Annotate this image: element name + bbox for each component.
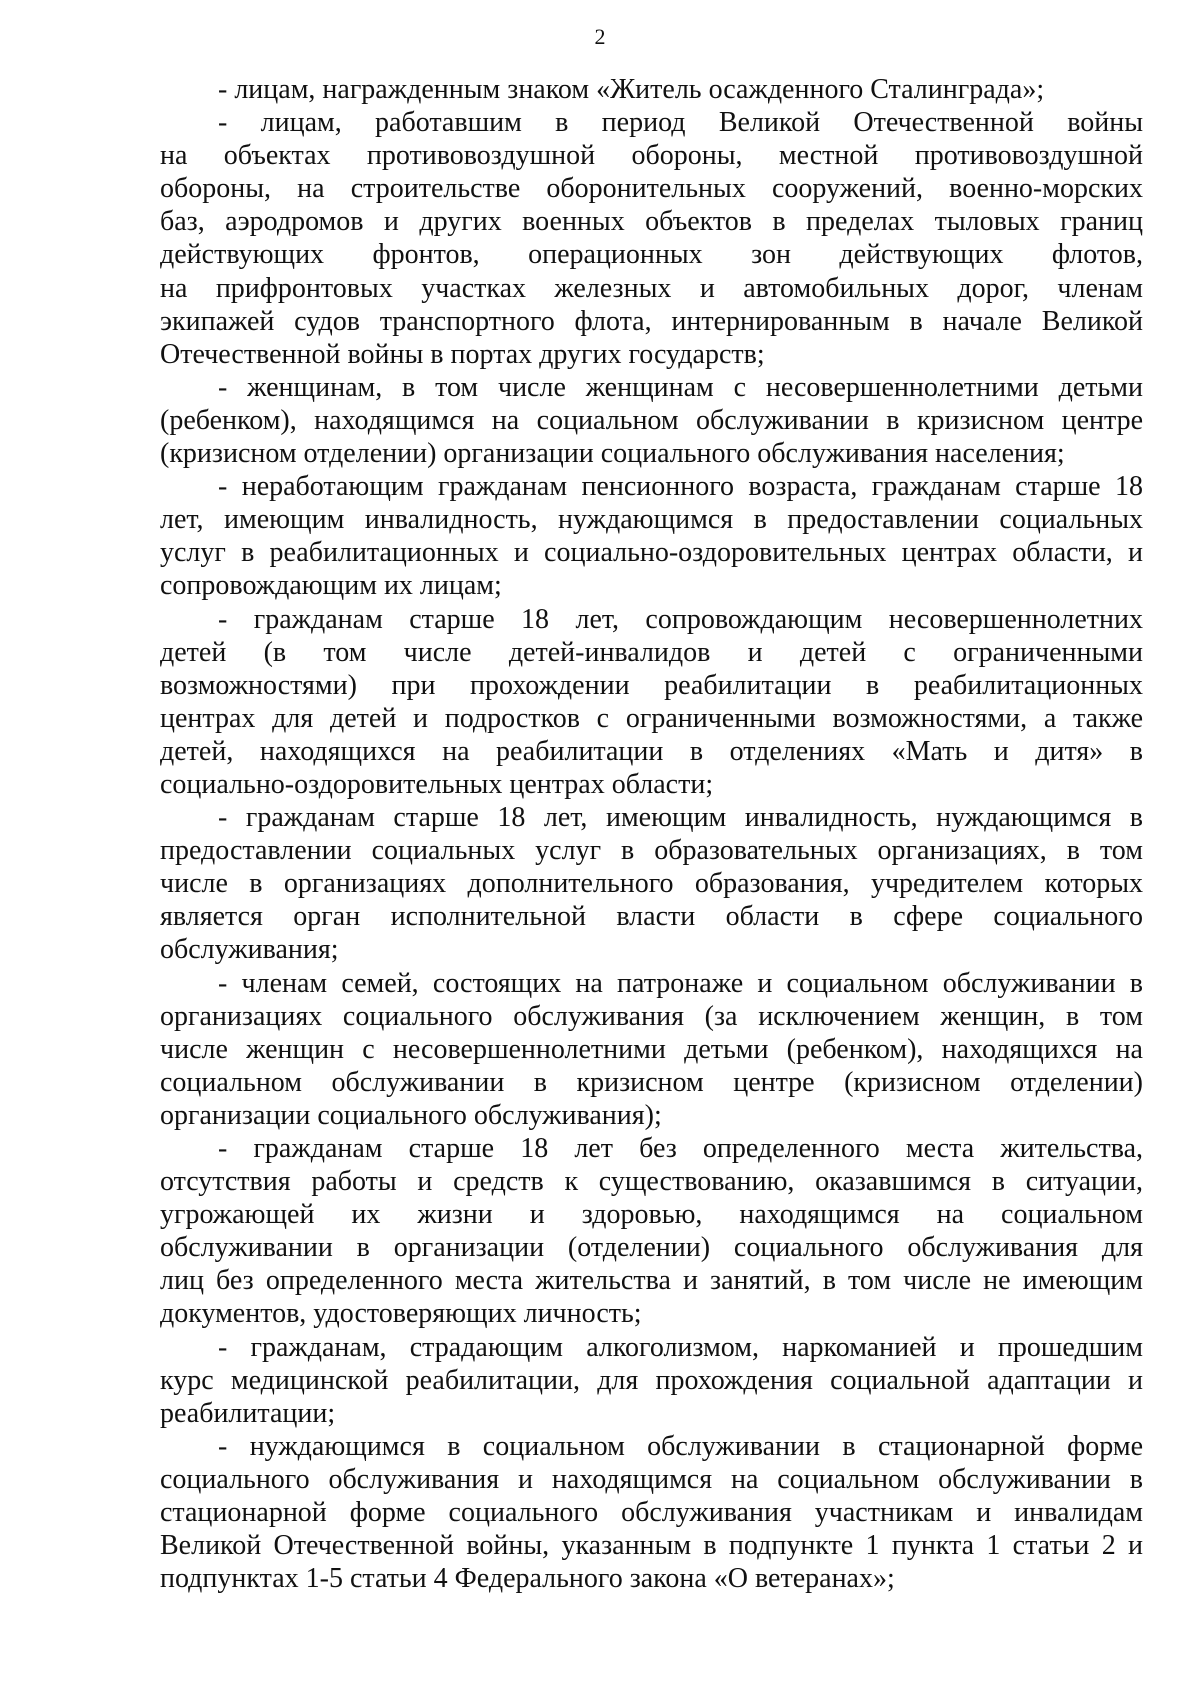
text-line: угрожающей их жизни и здоровью, находящимся на социальном [160, 1199, 1143, 1231]
paragraph [160, 1132, 1143, 1331]
text-line: (кризисном отделении) организации социального обслуживания населения; [160, 438, 1065, 470]
text-line: (ребенком), находящимся на социальном обслуживании в кризисном центре [160, 404, 1143, 436]
text-line: стационарной форме социального обслуживания участникам и инвалидам [160, 1497, 1143, 1529]
paragraph [160, 1331, 1143, 1430]
text-line: - гражданам старше 18 лет без определенного места жительства, [218, 1133, 1143, 1164]
text-line: - лицам, награжденным знаком «Житель осажденного Сталинграда»; [218, 74, 1045, 105]
text-line: - гражданам, страдающим алкоголизмом, наркоманией и прошедшим [218, 1331, 1143, 1363]
text-line: услуг в реабилитационных и социально-оздоровительных центрах области, и [160, 537, 1143, 569]
paragraph [160, 470, 1143, 602]
text-line: центрах для детей и подростков с ограниченными возможностями, а также [160, 702, 1143, 734]
text-line: - лицам, работавшим в период Великой Отечественной войны [218, 107, 1143, 139]
text-line: социально-оздоровительных центрах области; [160, 768, 714, 800]
text-line: - членам семей, состоящих на патронаже и социальном обслуживании в [218, 967, 1143, 999]
text-line: Отечественной войны в портах других государств; [160, 338, 765, 370]
text-line: социальном обслуживании в кризисном центре (кризисном отделении) [160, 1066, 1143, 1098]
text-line: - гражданам старше 18 лет, сопровождающим несовершеннолетних [218, 603, 1143, 635]
page-number: 2 [594, 24, 606, 49]
text-line: баз, аэродромов и других военных объектов в пределах тыловых границ [160, 206, 1143, 238]
text-line: - нуждающимся в социальном обслуживании в стационарной форме [218, 1430, 1143, 1462]
paragraph [160, 967, 1143, 1132]
text-line: лет, имеющим инвалидность, нуждающимся в предоставлении социальных [160, 504, 1143, 536]
text-line: отсутствия работы и средств к существованию, оказавшимся в ситуации, [160, 1166, 1143, 1198]
text-line: на прифронтовых участках железных и автомобильных дорог, членам [160, 272, 1143, 304]
text-line: детей (в том числе детей-инвалидов и детей с ограниченными [160, 636, 1143, 668]
text-line: документов, удостоверяющих личность; [160, 1298, 642, 1330]
paragraph [160, 73, 1143, 106]
text-line: предоставлении социальных услуг в образовательных организациях, в том [160, 835, 1143, 867]
paragraph [160, 371, 1143, 470]
text-line: действующих фронтов, операционных зон действующих флотов, [160, 239, 1143, 271]
text-line: организации социального обслуживания); [160, 1099, 662, 1131]
text-line: экипажей судов транспортного флота, интернированным в начале Великой [160, 305, 1143, 337]
text-line: обороны, на строительстве оборонительных сооружений, военно-морских [160, 173, 1143, 205]
text-line: - неработающим гражданам пенсионного возраста, гражданам старше 18 [218, 471, 1143, 503]
text-line: Великой Отечественной войны, указанным в подпункте 1 пункта 1 статьи 2 и [160, 1530, 1143, 1562]
text-line: на объектах противовоздушной обороны, местной противовоздушной [160, 140, 1143, 172]
text-line: возможностями) при прохождении реабилитации в реабилитационных [160, 669, 1143, 701]
text-line: является орган исполнительной власти области в сфере социального [160, 901, 1143, 933]
text-line: реабилитации; [160, 1397, 336, 1429]
text-line: социального обслуживания и находящимся на социальном обслуживании в [160, 1463, 1143, 1495]
text-line: лиц без определенного места жительства и занятий, в том числе не имеющим [160, 1265, 1143, 1297]
document-body [160, 73, 1143, 1595]
paragraph [160, 603, 1143, 802]
text-line: - гражданам старше 18 лет, имеющим инвалидность, нуждающимся в [218, 802, 1143, 834]
paragraph [160, 106, 1143, 371]
text-line: числе в организациях дополнительного образования, учредителем которых [160, 868, 1143, 900]
text-line: - женщинам, в том числе женщинам с несовершеннолетними детьми [218, 371, 1143, 403]
text-line: обслуживании в организации (отделении) социального обслуживания для [160, 1232, 1143, 1264]
text-line: сопровождающим их лицам; [160, 570, 502, 602]
text-line: подпунктах 1-5 статьи 4 Федерального закона «О ветеранах»; [160, 1563, 895, 1595]
text-line: детей, находящихся на реабилитации в отделениях «Мать и дитя» в [160, 735, 1143, 767]
text-line: курс медицинской реабилитации, для прохождения социальной адаптации и [160, 1364, 1143, 1396]
paragraph [160, 1430, 1143, 1595]
text-line: числе женщин с несовершеннолетними детьми (ребенком), находящихся на [160, 1033, 1143, 1065]
text-line: обслуживания; [160, 934, 339, 966]
paragraph [160, 801, 1143, 966]
text-line: организациях социального обслуживания (за исключением женщин, в том [160, 1000, 1143, 1032]
